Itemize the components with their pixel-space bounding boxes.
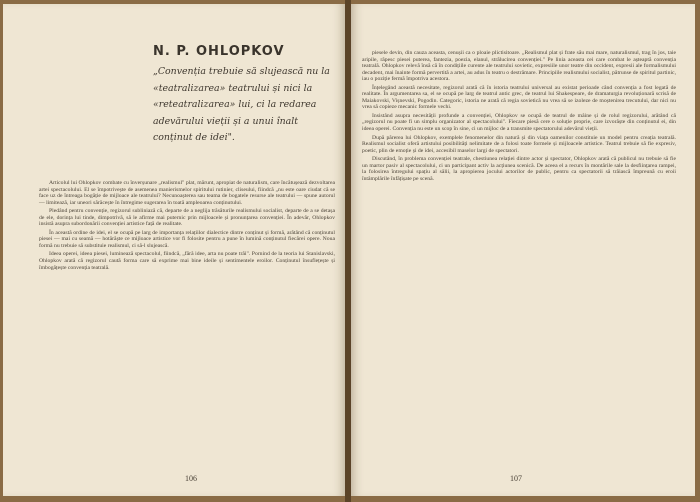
left-page [3, 4, 345, 496]
page-number-right: 107 [510, 474, 522, 483]
paragraph: După părerea lui Ohlopkov, exemplele fenomenelor din natură și din viața oamenilor constituie un model pentru creația teatrală. Realismul socialist oferă artistului posibilități nelimitate de a folosi toate formele și mijloacele artistice. Teatrul trebuie să fie expresiv, poetic, plin de emoție și de idei, accesibil maselor largi de spectatori. [362, 134, 676, 154]
right-body-text [362, 50, 676, 468]
article-heading: N. P. OHLOPKOV [153, 44, 285, 59]
paragraph: Discutând, în problema convenției teatrale, chestiunea relației dintre actor și spectator, Ohlopkov arată că publicul nu trebuie să fie un martor pasiv al spectacolului, ci un participant activ la acțiunea scenică. De aceea el a recurs în montările sale la desființarea rampei, la folosirea întregului spațiu al sălii, la apropierea jocului actorilor de public, pentru ca spectatorii să trăiască împreună cu eroii întâmplările înfățișate pe scenă. [362, 156, 676, 182]
left-body-text [39, 180, 335, 458]
right-page [351, 4, 695, 496]
page-number-left: 106 [185, 474, 197, 483]
paragraph: Înțelegând această necesitate, regizorul arată că în istoria teatrului universal au existat perioade când convenția a fost legată de realitate. În argumentarea sa, el se ocupă pe larg de teatrul antic grec, de teatrul lui Shakespeare, de dramaturgia revoluționară scrisă de Maiakovski, Vișnevski, Pogodin. Categoric, istoria ne arată că regia sovietică nu vrea să se izoleze de moștenirea trecutului, dar nici nu vrea să copieze mecanic formele vechi. [362, 84, 676, 111]
paragraph: Ideea operei, ideea piesei, luminează spectacolul, fiindcă, „fără idee, arta nu poate trăi". Pornind de la teoria lui Stanislavski, Ohlopkov arată că regizorul caută forma care să exprime mai bine ideile și sentimentele eroilor. Conținutul însuflețește și îmbogățește convenția teatrală. [39, 251, 335, 271]
paragraph: Pledând pentru convenție, regizorul subliniază că, departe de a neglija trăsăturile realismului socialist, departe de a se detașa de ele, dorința lui tinde, dimpotrivă, să le afirme mai puternic prin mijloacele și pronunțarea convenției. În adevăr, Ohlopkov insistă asupra subordonării convenției artistice față de realitate. [39, 208, 335, 228]
paragraph: piesele devin, din cauza aceasta, cenușii ca o ploaie plictisitoare. „Realismul plat și frate său mai mare, naturalismul, trag în jos, taie aripile, răpesc piesei puterea, fantezia, poezia, elanul, strălucirea convenției." Pe linia aceasta cei care combat le așteaptă convenția teatrală. Ohlopkov relevă însă că în condițiile curente ale teatrului sovietic, expresiile unor teatre din occident, expresii ale formalismului decadent, mai înainte formă pervertită a artei, au adus în teatru o destrămare. Principiile realismului socialist, pătrunse de spiritul partinic, iau o poziție fermă împotriva acestora. [362, 50, 676, 83]
paragraph: În această ordine de idei, el se ocupă pe larg de importanța relațiilor dialectice dintre conținut și formă, arătând că conținutul piesei — mai cu seamă — hotărăște ce mijloace artistice vor fi folosite pentru a pune în lumină conținutul fiecărei opere. Noua formă nu trebuie să substituie realismul, ci să-l slujească. [39, 229, 335, 249]
paragraph: Insistând asupra necesității profunde a convenției, Ohlopkov se ocupă de teatrul de mâine și de rolul regizorului, arătând că „regizorul nu poate fi un simplu organizator al spectacolului". Fiecare piesă cere o soluție proprie, care izvorăște din conținutul ei, din ideea operei. Convenția nu este un scop în sine, ci un mijloc de a transmite spectatorului adevărul vieții. [362, 112, 676, 133]
epigraph-quote: „Convenția trebuie să slujească nu la «teatralizarea» teatrului și nici la «reteatralizarea» lui, ci la redarea adevărului vieții și a unui înalt conținut de idei". [153, 66, 330, 143]
paragraph: Articolul lui Ohlopkov combate cu înverșunare „realismul" plat, mărunt, apropiat de naturalism, care încătușează dezvoltarea artei spectacolului. El se împotrivește de asemenea manierismelor spiritului rutinier, cliseului, fiindcă „nu este oare ciudat că se face uz de întreaga bogăție de mijloace ale teatrului? Necunoașterea sau teama de bogatele resurse ale teatrului — spune autorul — limitează, iar uneori sărăcește în întregime sugerarea în toată ampleoarea conținutului. [39, 180, 335, 206]
